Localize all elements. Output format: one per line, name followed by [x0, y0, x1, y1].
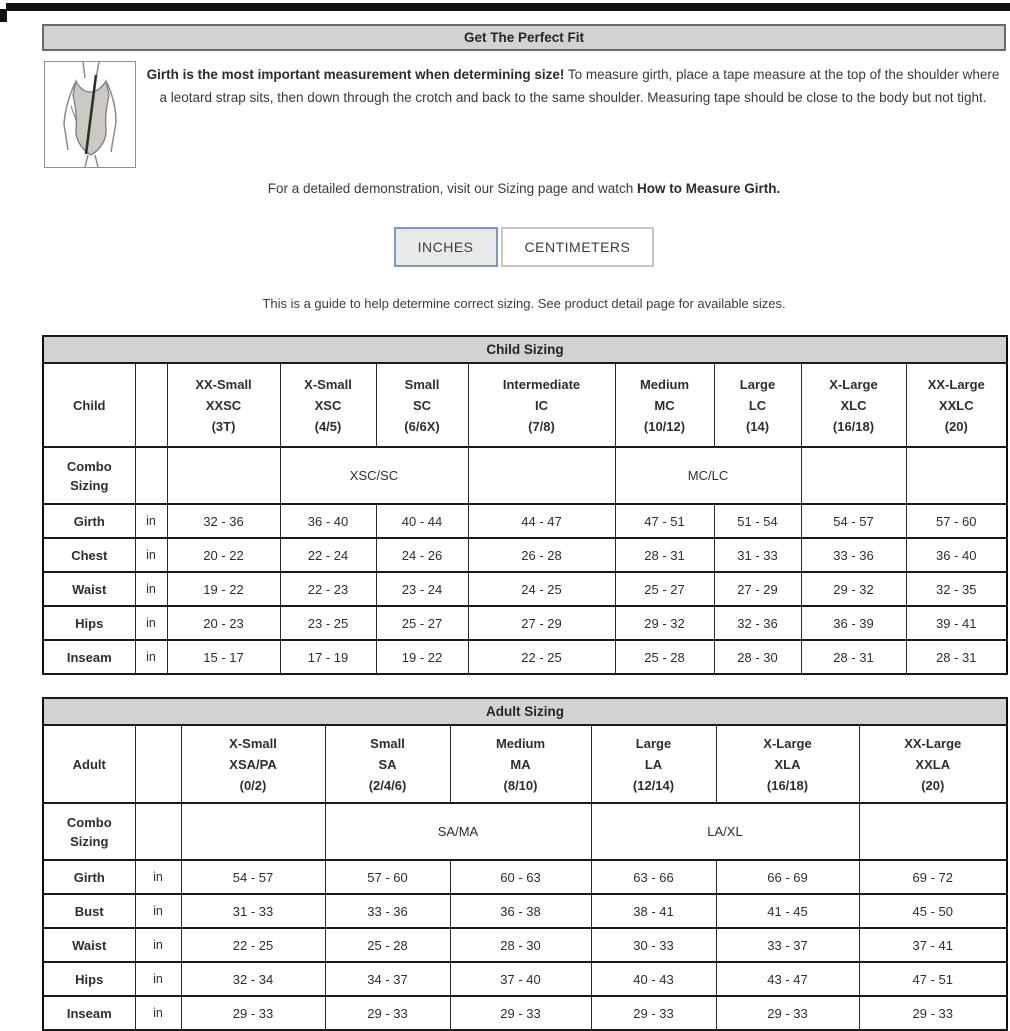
measurement-cell: 69 - 72	[859, 860, 1007, 894]
measurement-cell: 32 - 36	[714, 606, 801, 640]
measurement-cell: 28 - 30	[450, 928, 591, 962]
measurement-cell: 47 - 51	[615, 504, 714, 538]
measurement-cell: 25 - 28	[325, 928, 450, 962]
combo-group-cell: MC/LC	[615, 447, 801, 504]
measurement-cell: 29 - 33	[591, 996, 716, 1030]
sizing-guide-note: This is a guide to help determine correct sizing. See product detail page for available sizes.	[262, 296, 786, 311]
measurement-row-label: Inseam	[43, 640, 135, 674]
measurement-cell: 27 - 29	[468, 606, 615, 640]
measurement-cell: 36 - 40	[906, 538, 1007, 572]
demo-video-title: How to Measure Girth.	[636, 181, 781, 196]
size-column-header: Small SC (6/6X)	[376, 363, 468, 447]
measurement-cell: 36 - 38	[450, 894, 591, 928]
unit-toggle	[42, 227, 1006, 267]
measurement-row-label: Hips	[43, 962, 135, 996]
measurement-row-label: Girth	[43, 504, 135, 538]
empty-cell	[906, 447, 1007, 504]
adult-table-title: Adult Sizing	[43, 698, 1007, 725]
measurement-cell: 32 - 35	[906, 572, 1007, 606]
measurement-cell: 25 - 28	[615, 640, 714, 674]
measurement-cell: 32 - 34	[181, 962, 325, 996]
measurement-cell: 63 - 66	[591, 860, 716, 894]
measurement-cell: 43 - 47	[716, 962, 859, 996]
size-column-header: Medium MA (8/10)	[450, 725, 591, 803]
measurement-cell: 20 - 22	[167, 538, 280, 572]
measurement-cell: 28 - 30	[714, 640, 801, 674]
unit-cell: in	[135, 640, 167, 674]
measurement-cell: 29 - 33	[450, 996, 591, 1030]
measurement-row-label: Chest	[43, 538, 135, 572]
measurement-cell: 38 - 41	[591, 894, 716, 928]
measurement-cell: 47 - 51	[859, 962, 1007, 996]
size-column-header: X-Large XLA (16/18)	[716, 725, 859, 803]
measurement-cell: 33 - 36	[801, 538, 906, 572]
size-column-header: Small SA (2/4/6)	[325, 725, 450, 803]
measurement-cell: 24 - 26	[376, 538, 468, 572]
combo-group-cell: SA/MA	[325, 803, 591, 860]
size-column-header: X-Small XSA/PA (0/2)	[181, 725, 325, 803]
centimeters-button[interactable]: CENTIMETERS	[501, 227, 655, 267]
girth-instructions	[136, 61, 1006, 168]
empty-cell	[181, 803, 325, 860]
unit-cell: in	[135, 572, 167, 606]
measurement-cell: 40 - 43	[591, 962, 716, 996]
measurement-cell: 29 - 33	[859, 996, 1007, 1030]
measurement-cell: 57 - 60	[325, 860, 450, 894]
unit-cell: in	[135, 538, 167, 572]
measurement-cell: 54 - 57	[801, 504, 906, 538]
measurement-cell: 54 - 57	[181, 860, 325, 894]
measurement-cell: 60 - 63	[450, 860, 591, 894]
measurement-cell: 15 - 17	[167, 640, 280, 674]
measurement-cell: 33 - 36	[325, 894, 450, 928]
unit-cell: in	[135, 996, 181, 1030]
empty-cell	[468, 447, 615, 504]
measurement-cell: 36 - 40	[280, 504, 376, 538]
adult-corner-label: Adult	[43, 725, 135, 803]
intro-section	[42, 61, 1006, 168]
measurement-cell: 31 - 33	[181, 894, 325, 928]
measurement-cell: 37 - 41	[859, 928, 1007, 962]
measurement-cell: 25 - 27	[615, 572, 714, 606]
size-chart-page	[42, 24, 1006, 1031]
empty-cell	[135, 803, 181, 860]
unit-cell: in	[135, 504, 167, 538]
child-header-row	[43, 363, 1007, 447]
measurement-cell: 30 - 33	[591, 928, 716, 962]
measurement-cell: 29 - 33	[181, 996, 325, 1030]
size-column-header: XX-Small XXSC (3T)	[167, 363, 280, 447]
measurement-cell: 51 - 54	[714, 504, 801, 538]
measurement-cell: 23 - 25	[280, 606, 376, 640]
measurement-cell: 41 - 45	[716, 894, 859, 928]
size-column-header: Large LA (12/14)	[591, 725, 716, 803]
measurement-cell: 31 - 33	[714, 538, 801, 572]
measurement-cell: 28 - 31	[615, 538, 714, 572]
measurement-cell: 33 - 37	[716, 928, 859, 962]
measurement-cell: 22 - 25	[468, 640, 615, 674]
empty-cell	[801, 447, 906, 504]
measurement-cell: 37 - 40	[450, 962, 591, 996]
child-table-title: Child Sizing	[43, 336, 1007, 363]
measurement-cell: 29 - 32	[615, 606, 714, 640]
combo-group-cell: XSC/SC	[280, 447, 468, 504]
measurement-cell: 24 - 25	[468, 572, 615, 606]
measurement-cell: 29 - 33	[716, 996, 859, 1030]
measurement-cell: 26 - 28	[468, 538, 615, 572]
table-row	[43, 606, 1007, 640]
measurement-cell: 19 - 22	[167, 572, 280, 606]
measurement-cell: 27 - 29	[714, 572, 801, 606]
measurement-cell: 19 - 22	[376, 640, 468, 674]
size-column-header: X-Small XSC (4/5)	[280, 363, 376, 447]
table-row	[43, 860, 1007, 894]
measurement-cell: 28 - 31	[801, 640, 906, 674]
measurement-cell: 28 - 31	[906, 640, 1007, 674]
table-row	[43, 962, 1007, 996]
unit-cell: in	[135, 894, 181, 928]
unit-header-cell	[135, 363, 167, 447]
empty-cell	[135, 447, 167, 504]
table-row	[43, 572, 1007, 606]
measurement-row-label: Waist	[43, 928, 135, 962]
measurement-cell: 66 - 69	[716, 860, 859, 894]
size-column-header: X-Large XLC (16/18)	[801, 363, 906, 447]
empty-cell	[859, 803, 1007, 860]
measurement-cell: 22 - 25	[181, 928, 325, 962]
combo-group-cell: LA/XL	[591, 803, 859, 860]
table-row	[43, 640, 1007, 674]
adult-sizing-table	[42, 697, 1008, 1031]
measurement-cell: 44 - 47	[468, 504, 615, 538]
table-row	[43, 538, 1007, 572]
measurement-cell: 29 - 32	[801, 572, 906, 606]
size-column-header: XX-Large XXLA (20)	[859, 725, 1007, 803]
unit-cell: in	[135, 928, 181, 962]
unit-cell: in	[135, 606, 167, 640]
adult-header-row	[43, 725, 1007, 803]
table-row	[43, 928, 1007, 962]
measurement-cell: 20 - 23	[167, 606, 280, 640]
table-row	[43, 996, 1007, 1030]
leotard-figure-box	[44, 61, 136, 168]
measurement-cell: 29 - 33	[325, 996, 450, 1030]
combo-sizing-label: Combo Sizing	[43, 803, 135, 860]
window-corner-notch	[0, 9, 7, 22]
child-combo-row	[43, 447, 1007, 504]
table-row	[43, 504, 1007, 538]
adult-combo-row	[43, 803, 1007, 860]
size-column-header: Medium MC (10/12)	[615, 363, 714, 447]
measurement-cell: 17 - 19	[280, 640, 376, 674]
measurement-cell: 40 - 44	[376, 504, 468, 538]
combo-sizing-label: Combo Sizing	[43, 447, 135, 504]
girth-instructions-body: To measure girth, place a tape measure at the top of the shoulder where a leotard strap sits, then down through the crotch and back to the same shoulder. Measuring tape should be close to the body but not tight.	[159, 67, 1000, 105]
leotard-girth-measurement-icon	[45, 62, 135, 167]
size-column-header: Large LC (14)	[714, 363, 801, 447]
measurement-row-label: Inseam	[43, 996, 135, 1030]
measurement-row-label: Waist	[43, 572, 135, 606]
measurement-row-label: Hips	[43, 606, 135, 640]
unit-header-cell	[135, 725, 181, 803]
measurement-cell: 23 - 24	[376, 572, 468, 606]
size-column-header: XX-Large XXLC (20)	[906, 363, 1007, 447]
demo-line	[42, 181, 1006, 196]
child-sizing-table	[42, 335, 1008, 675]
empty-cell	[167, 447, 280, 504]
measurement-cell: 22 - 23	[280, 572, 376, 606]
measurement-cell: 25 - 27	[376, 606, 468, 640]
measurement-cell: 36 - 39	[801, 606, 906, 640]
measurement-row-label: Girth	[43, 860, 135, 894]
size-column-header: Intermediate IC (7/8)	[468, 363, 615, 447]
measurement-cell: 45 - 50	[859, 894, 1007, 928]
measurement-cell: 32 - 36	[167, 504, 280, 538]
inches-button[interactable]: INCHES	[394, 227, 498, 267]
unit-cell: in	[135, 962, 181, 996]
table-row	[43, 894, 1007, 928]
demo-text: For a detailed demonstration, visit our Sizing page and watch	[267, 181, 637, 196]
measurement-cell: 22 - 24	[280, 538, 376, 572]
window-top-edge	[6, 3, 1010, 11]
page-title: Get The Perfect Fit	[42, 24, 1006, 51]
girth-instructions-bold: Girth is the most important measurement when determining size!	[146, 67, 565, 82]
measurement-cell: 39 - 41	[906, 606, 1007, 640]
measurement-cell: 57 - 60	[906, 504, 1007, 538]
measurement-cell: 34 - 37	[325, 962, 450, 996]
measurement-row-label: Bust	[43, 894, 135, 928]
child-corner-label: Child	[43, 363, 135, 447]
unit-cell: in	[135, 860, 181, 894]
